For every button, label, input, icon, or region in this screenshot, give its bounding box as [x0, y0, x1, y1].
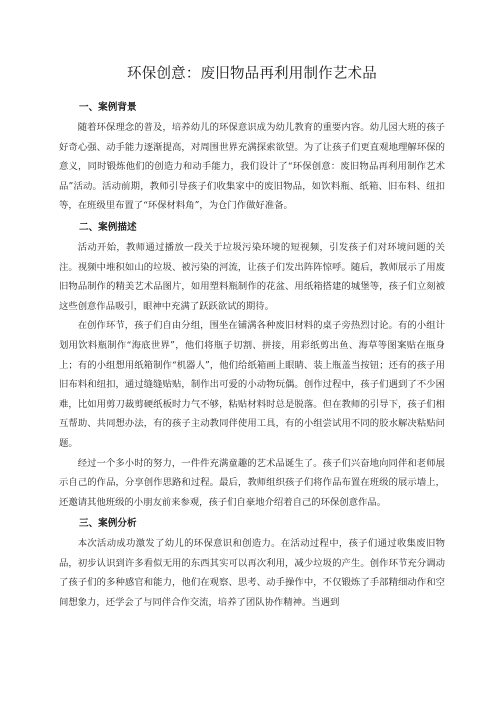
description-paragraph-1: 活动开始，教师通过播放一段关于垃圾污染环境的短视频，引发孩子们对环境问题的关注。视频中堆积如山的垃圾、被污染的河流，让孩子们发出阵阵惊呼。随后，教师展示了用废旧物品制作的精美艺术品图片，如用塑料瓶制作的花盆、用纸箱搭建的城堡等，孩子们立刻被这些创意作品吸引，眼神中充满了跃跃欲试的期待。 — [59, 241, 445, 312]
section-heading-description: 二、案例描述 — [79, 221, 137, 233]
description-paragraph-2: 在创作环节，孩子们自由分组，围坐在铺满各种废旧材料的桌子旁热烈讨论。有的小组计划用饮料瓶制作“海底世界”，他们将瓶子切割、拼接，用彩纸剪出鱼、海草等图案贴在瓶身上；有的小组想用纸箱制作“机器人”，他们给纸箱画上眼睛、装上瓶盖当按钮；还有的孩子用旧布料和纽扣，通过缝缝贴贴，制作出可爱的小动物玩偶。创作过程中，孩子们遇到了不少困难，比如用剪刀裁剪硬纸板时力气不够，粘贴材料时总是脱落。但在教师的引导下，孩子们相互帮助、共同想办法，有的孩子主动教同伴使用工具，有的小组尝试用不同的胶水解决粘贴问题。 — [59, 320, 445, 449]
background-paragraph: 随着环保理念的普及，培养幼儿的环保意识成为幼儿教育的重要内容。幼儿园大班的孩子好奇心强、动手能力逐渐提高，对周围世界充满探索欲望。为了让孩子们更直观地理解环保的意义，同时锻炼他们的创造力和动手能力，我们设计了“环保创意：废旧物品再利用制作艺术品”活动。活动前期，教师引导孩子们收集家中的废旧物品，如饮料瓶、纸箱、旧布料、纽扣等，在班级里布置了“环保材料角”，为仓门作做好准备。 — [59, 122, 445, 212]
description-paragraph-3: 经过一个多小时的努力，一件件充满童趣的艺术品诞生了。孩子们兴奋地向同伴和老师展示自己的作品，分享创作思路和过程。最后，教师组织孩子们将作品布置在班级的展示墙上，还邀请其他班级的小朋友前来参观，孩子们自豪地介绍着自己的环保创意作品。 — [59, 457, 445, 508]
section-heading-analysis: 三、案例分析 — [79, 518, 137, 530]
document-title: 环保创意：废旧物品再利用制作艺术品 — [127, 66, 377, 82]
analysis-paragraph: 本次活动成功激发了幼儿的环保意识和创造力。在活动过程中，孩子们通过收集废旧物品，初步认识到许多看似无用的东西其实可以再次利用，减少垃圾的产生。创作环节充分调动了孩子们的多种感官和能力，他们在观察、思考、动手操作中，不仅锻炼了手部精细动作和空间想象力，还学会了与同伴合作交流，培养了团队协作精神。当遇到 — [59, 538, 445, 609]
document-page — [59, 0, 445, 613]
section-heading-background: 一、案例背景 — [79, 102, 137, 113]
section-description — [59, 218, 445, 512]
section-background — [59, 98, 445, 216]
section-analysis — [59, 514, 445, 612]
